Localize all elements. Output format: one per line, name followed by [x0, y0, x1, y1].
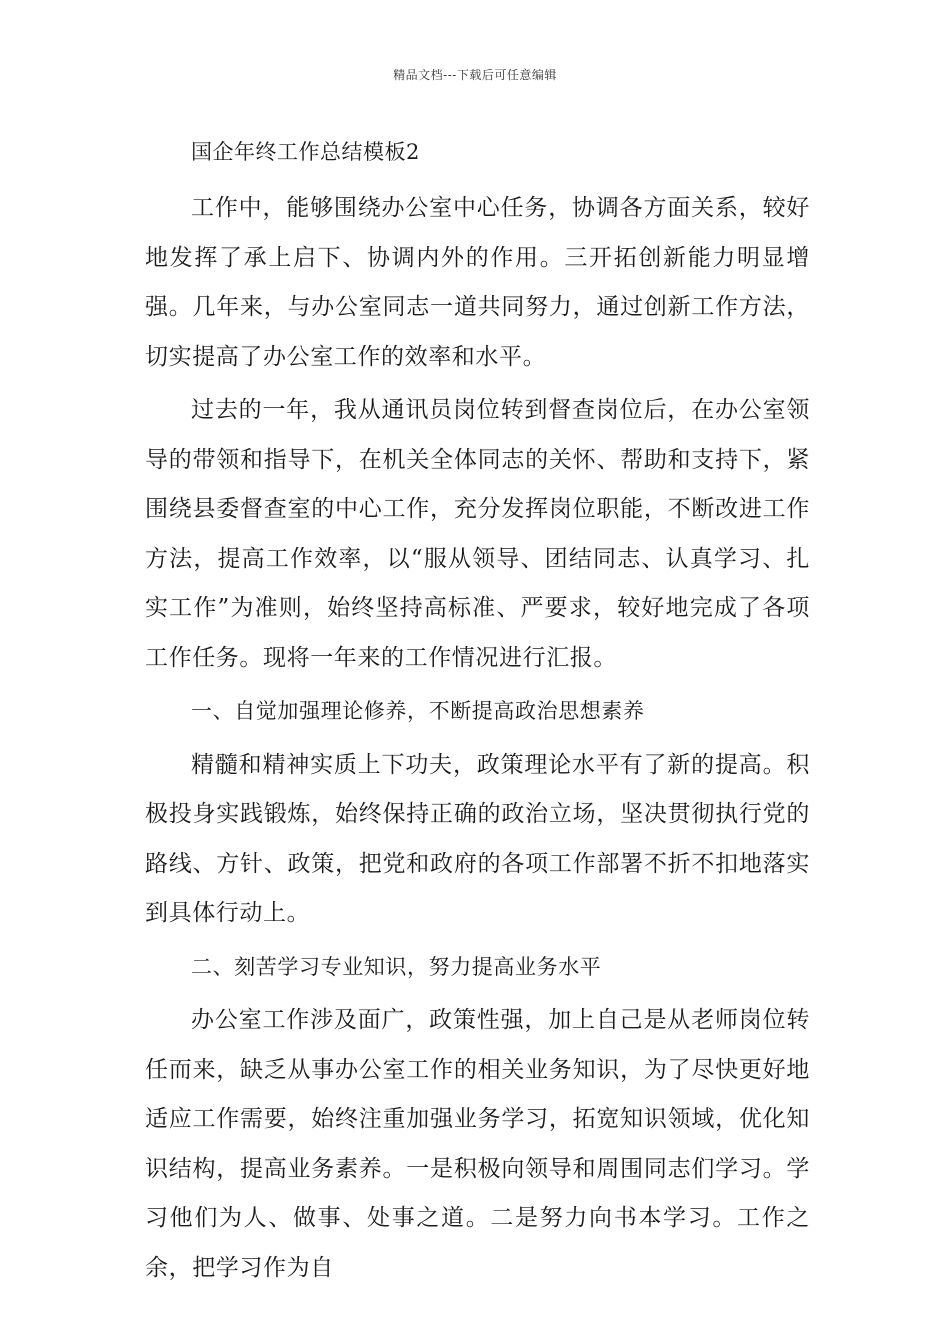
- paragraph-3: 精髓和精神实质上下功夫，政策理论水平有了新的提高。积极投身实践锻炼，始终保持正确的政治立场，坚决贯彻执行党的路线、方针、政策，把党和政府的各项工作部署不折不扣地落实到具体行动上。: [145, 751, 810, 926]
- document-title: 国企年终工作总结模板2: [191, 140, 420, 164]
- section-heading-2: 二、刻苦学习专业知识，努力提高业务水平: [191, 954, 602, 979]
- paragraph-2: 过去的一年，我从通讯员岗位转到督查岗位后，在办公室领导的带领和指导下，在机关全体同志的关怀、帮助和支持下，紧围绕县委督查室的中心工作，充分发挥岗位职能，不断改进工作方法，提高工作效率，以“服从领导、团结同志、认真学习、扎实工作”为准则，始终坚持高标准、严要求，较好地完成了各项工作任务。现将一年来的工作情况进行汇报。: [145, 397, 810, 671]
- section-heading-1: 一、自觉加强理论修养，不断提高政治思想素养: [191, 699, 645, 723]
- page-header: 精品文档---下载后可任意编辑: [393, 68, 557, 82]
- paragraph-4: 办公室工作涉及面广，政策性强，加上自己是从老师岗位转任而来，缺乏从事办公室工作的相关业务知识，为了尽快更好地适应工作需要，始终注重加强业务学习，拓宽知识领域，优化知识结构，提高业务素养。一是积极向领导和周围同志们学习。学习他们为人、做事、处事之道。二是努力向书本学习。工作之余，把学习作为自: [145, 1007, 810, 1281]
- paragraph-1: 工作中，能够围绕办公室中心任务，协调各方面关系，较好地发挥了承上启下、协调内外的作用。三开拓创新能力明显增强。几年来，与办公室同志一道共同努力，通过创新工作方法，切实提高了办公室工作的效率和水平。: [145, 195, 810, 370]
- document-body: [145, 134, 810, 1293]
